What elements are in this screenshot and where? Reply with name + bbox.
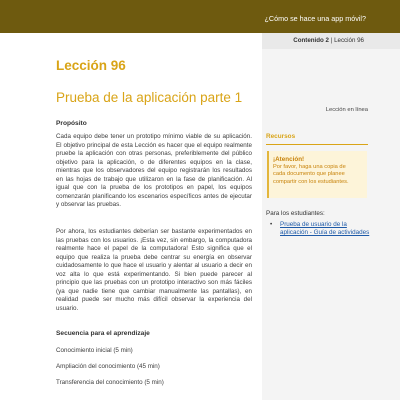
lesson-mode-label: Lección en línea [325,107,368,113]
page-title: Prueba de la aplicación parte 1 [56,90,243,105]
activity-guide-link[interactable]: Prueba de usuario de la aplicación - Guía de actividades [280,221,370,237]
top-header-bar [0,0,400,33]
lesson-number: Lección 96 [56,58,126,73]
breadcrumb [293,37,364,44]
sequence-item-1: Conocimiento inicial (5 min) [56,347,133,354]
resources-title: Recursos [266,133,296,140]
breadcrumb-separator: | [330,37,333,44]
sequence-item-2: Ampliación del conocimiento (45 min) [56,363,160,370]
purpose-heading: Propósito [56,120,87,127]
attention-text: Por favor, haga una copia de cada documento que planee compartir con los estudiantes. [273,164,349,185]
sequence-heading: Secuencia para el aprendizaje [56,330,150,337]
breadcrumb-lesson: Lección 96 [334,37,364,44]
bullet-icon: • [270,221,273,228]
purpose-paragraph-2: Por ahora, los estudiantes deberían ser bastante experimentados en las pruebas con los usuarios. ¡Esta vez, sin embargo, la computadora realmente hace el papel de la computadora! Esto significa que el equipo que realiza la prueba debe centrar su energía en observar cuidadosamente lo que hace el usuario y alentar al usuario a decir en voz alta lo que está experimentando. Si bien puede parecer al principio que las pruebas con un prototipo interactivo son más fáciles (ya que nadie tiene que cambiar manualmente las pantallas), en realidad puede ser mucho más difícil observar la experiencia del usuario. [56,228,252,312]
purpose-paragraph-1: Cada equipo debe tener un prototipo mínimo viable de su aplicación. El objetivo principal de esta Lección es hacer que el equipo realmente pruebe la aplicación con otras personas, preferiblemente del público objetivo para la aplicación, o de diferentes equipos en la clase, mientras que los observadores del equipo registrarán los resultados en las hojas de trabajo que utilizaron en la fase de planificación. Al igual que con la prueba de los prototipos en papel, los equipos comenzarán planificando los escenarios específicos antes de ejecutar y observar las pruebas. [56,133,252,209]
students-label: Para los estudiantes: [266,210,325,217]
attention-callout [267,151,367,198]
breadcrumb-bar [262,33,400,49]
sequence-item-3: Transferencia del conocimiento (5 min) [56,379,164,386]
resources-divider [266,144,368,145]
attention-title: ¡Atención! [273,156,305,163]
course-title: ¿Cómo se hace una app móvil? [264,14,366,23]
breadcrumb-content: Contenido 2 [293,37,329,44]
